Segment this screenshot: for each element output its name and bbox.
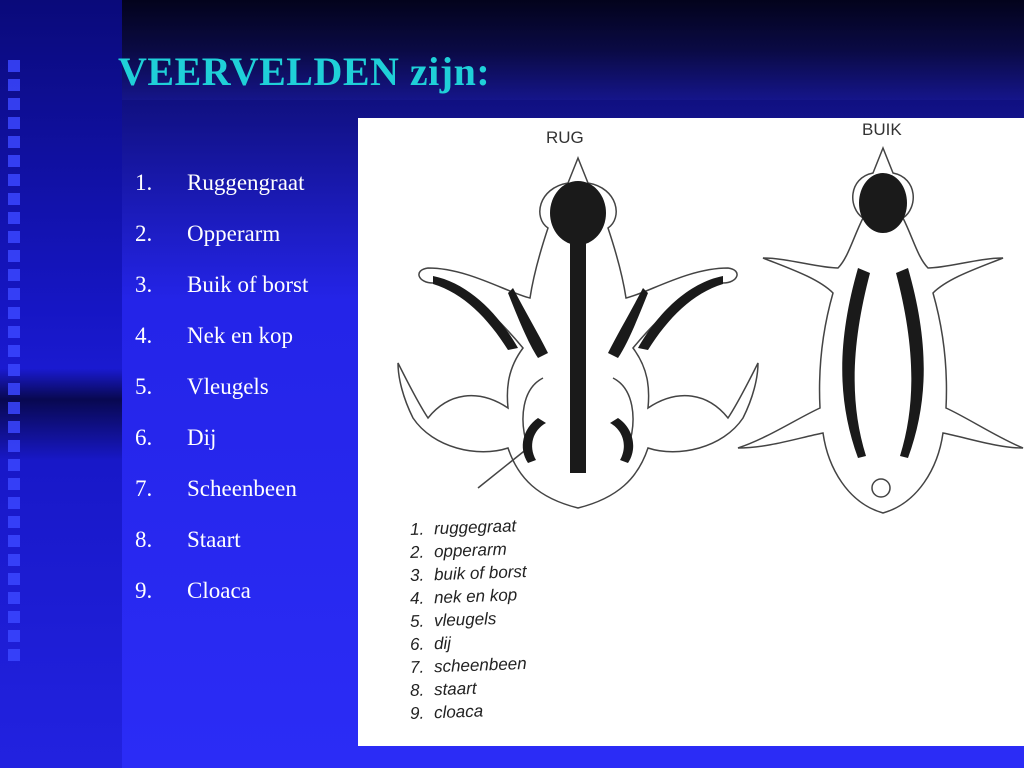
decorative-square xyxy=(8,459,20,471)
decorative-square xyxy=(8,478,20,490)
decorative-square xyxy=(8,193,20,205)
decorative-square xyxy=(8,440,20,452)
legend-item: 5. vleugels xyxy=(409,609,497,632)
decorative-square xyxy=(8,421,20,433)
rug-label: RUG xyxy=(546,128,584,147)
legend-item: 6. dij xyxy=(409,633,452,655)
decorative-square xyxy=(8,326,20,338)
decorative-square xyxy=(8,364,20,376)
decorative-square xyxy=(8,117,20,129)
legend-item: 3. buik of borst xyxy=(409,561,527,586)
decorative-square xyxy=(8,79,20,91)
decorative-square xyxy=(8,155,20,167)
legend-item: 2. opperarm xyxy=(409,539,508,563)
decorative-square xyxy=(8,307,20,319)
decorative-square xyxy=(8,497,20,509)
bird-feather-tract-diagram xyxy=(358,118,1024,746)
decorative-square xyxy=(8,611,20,623)
decorative-square xyxy=(8,288,20,300)
legend-item: 1. ruggegraat xyxy=(409,516,517,540)
decorative-squares xyxy=(0,60,28,700)
decorative-square xyxy=(8,554,20,566)
decorative-square xyxy=(8,649,20,661)
slide-title: VEERVELDEN zijn: xyxy=(118,49,491,94)
decorative-square xyxy=(8,383,20,395)
legend-item: 7. scheenbeen xyxy=(409,653,527,678)
decorative-square xyxy=(8,516,20,528)
decorative-square xyxy=(8,630,20,642)
decorative-square xyxy=(8,231,20,243)
decorative-square xyxy=(8,592,20,604)
decorative-square xyxy=(8,250,20,262)
decorative-square xyxy=(8,535,20,547)
decorative-square xyxy=(8,60,20,72)
decorative-square xyxy=(8,402,20,414)
legend-item: 4. nek en kop xyxy=(409,585,518,609)
decorative-square xyxy=(8,136,20,148)
decorative-square xyxy=(8,98,20,110)
legend-item: 9. cloaca xyxy=(409,701,484,724)
decorative-square xyxy=(8,212,20,224)
diagram-legend xyxy=(410,516,527,723)
legend-item: 8. staart xyxy=(409,678,477,701)
decorative-square xyxy=(8,269,20,281)
decorative-square xyxy=(8,174,20,186)
decorative-square xyxy=(8,345,20,357)
decorative-square xyxy=(8,573,20,585)
buik-label: BUIK xyxy=(862,120,902,139)
